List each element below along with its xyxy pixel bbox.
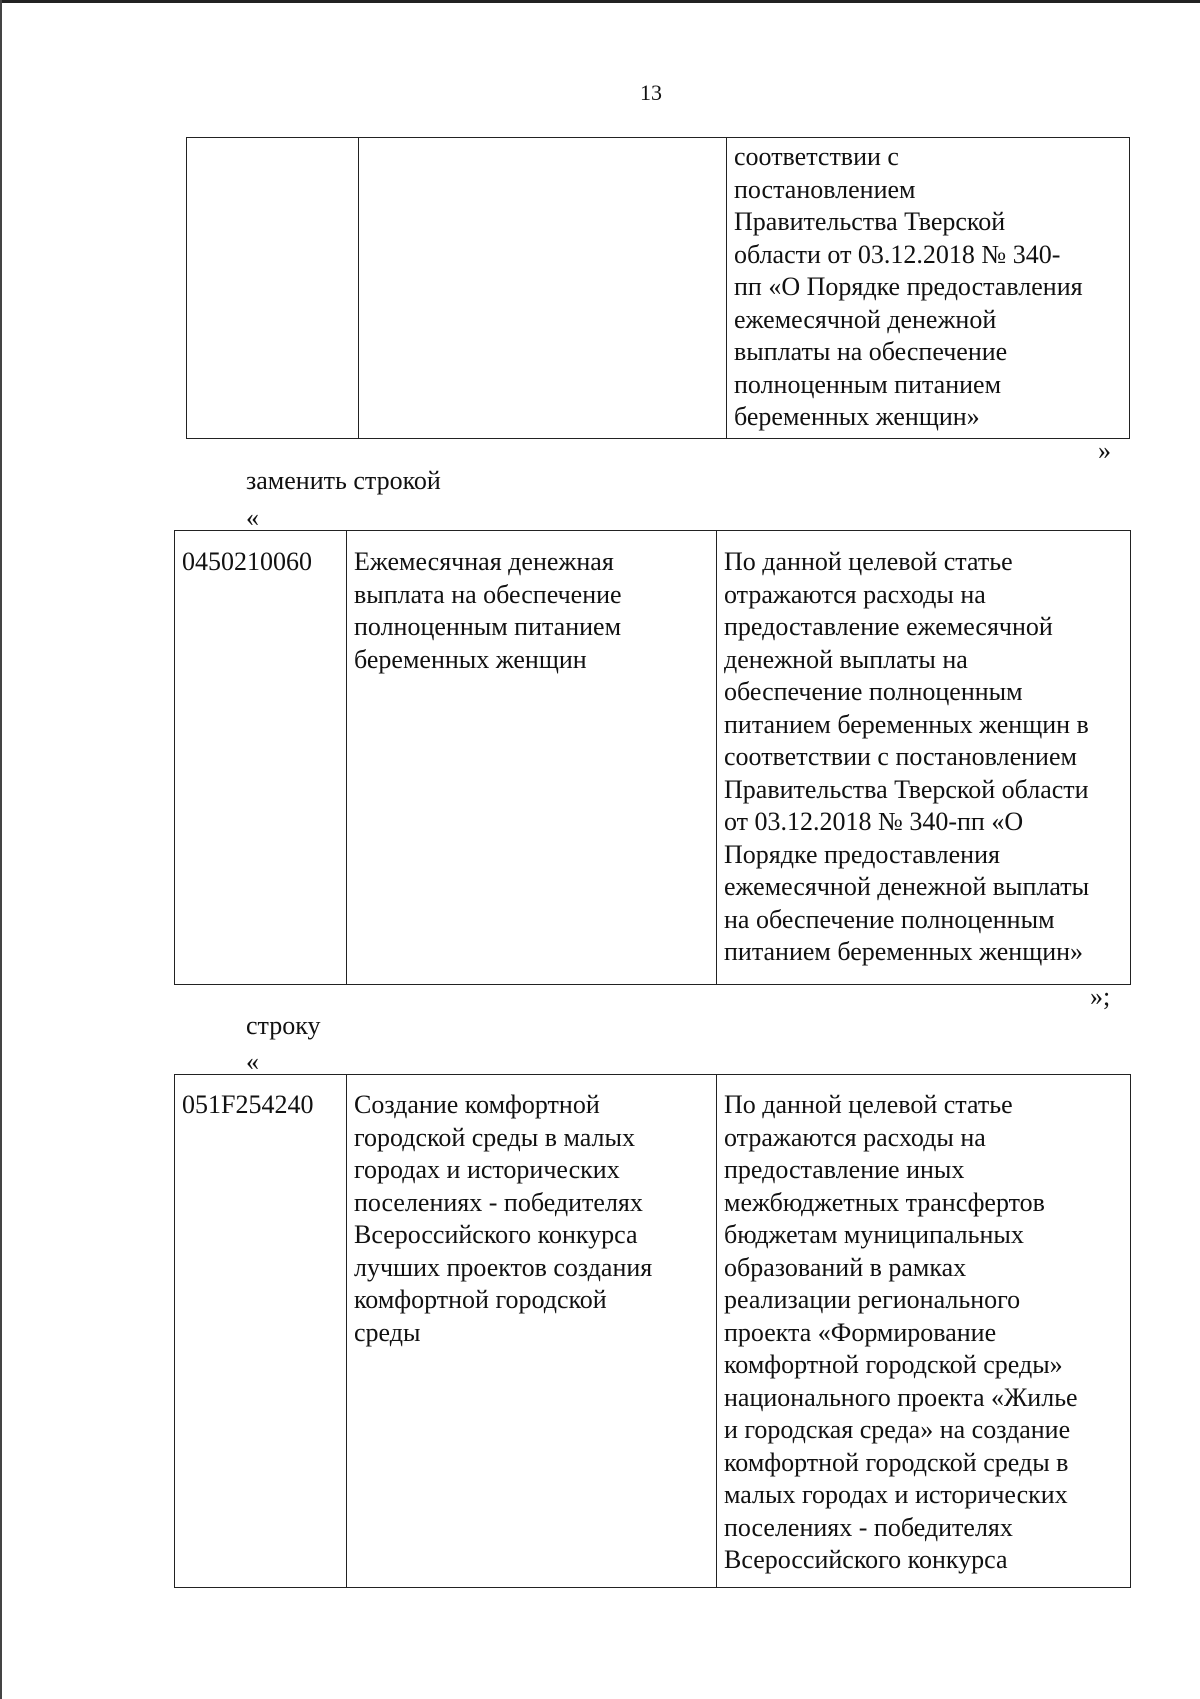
name-cell	[347, 531, 717, 985]
name-line: Ежемесячная денежная	[354, 547, 614, 576]
code-value: 051F254240	[182, 1090, 314, 1119]
name-line: среды	[354, 1317, 421, 1347]
description-line: полноценным питанием	[734, 369, 1002, 399]
name-line: лучших проектов создания	[354, 1252, 653, 1282]
name-line: поселениях - победителях	[354, 1187, 643, 1217]
replacement-table	[174, 530, 1131, 985]
table-row	[175, 1075, 1131, 1588]
replace-instruction: заменить строкой	[246, 466, 441, 495]
name-line: городах и исторических	[354, 1155, 620, 1184]
code-cell	[175, 531, 347, 985]
description-line: реализации регионального	[724, 1285, 1021, 1314]
description-line: По данной целевой статье	[724, 1090, 1013, 1119]
description-line: По данной целевой статье	[724, 547, 1013, 576]
description-line: денежной выплаты на	[724, 644, 968, 674]
description-line: Правительства Тверской области	[724, 774, 1089, 804]
name-cell	[359, 138, 727, 439]
description-line: межбюджетных трансфертов	[724, 1187, 1045, 1217]
row-instruction: строку	[246, 1011, 321, 1040]
name-line: городской среды в малых	[354, 1122, 635, 1152]
table-row	[175, 531, 1131, 985]
description-line: предоставление иных	[724, 1155, 965, 1184]
description-line: поселениях - победителях	[724, 1512, 1013, 1542]
page-number: 13	[640, 80, 662, 105]
table-row	[187, 138, 1130, 439]
description-line: комфортной городской среды в	[724, 1447, 1069, 1477]
opening-quote: «	[246, 503, 259, 532]
name-line: Всероссийского конкурса	[354, 1220, 638, 1249]
description-line: отражаются расходы на	[724, 579, 986, 609]
description-line: национального проекта «Жилье	[724, 1382, 1078, 1412]
closing-quote: »;	[1090, 982, 1111, 1011]
name-line: беременных женщин	[354, 644, 587, 674]
name-line: выплата на обеспечение	[354, 579, 622, 609]
description-line: обеспечение полноценным	[724, 677, 1023, 706]
name-cell	[347, 1075, 717, 1588]
description-cell	[727, 138, 1130, 439]
description-line: пп «О Порядке предоставления	[734, 272, 1083, 301]
description-line: образований в рамках	[724, 1252, 967, 1282]
code-value: 0450210060	[182, 547, 312, 576]
description-line: соответствии с постановлением	[724, 742, 1077, 771]
description-line: выплаты на обеспечение	[734, 337, 1008, 366]
description-line: Правительства Тверской	[734, 207, 1006, 236]
new-row-table	[174, 1074, 1131, 1588]
name-line: комфортной городской	[354, 1285, 607, 1314]
description-line: на обеспечение полноценным	[724, 904, 1055, 934]
description-line: предоставление ежемесячной	[724, 612, 1053, 641]
scan-border-left	[0, 0, 2, 1699]
description-cell	[717, 531, 1131, 985]
description-line: бюджетам муниципальных	[724, 1220, 1024, 1249]
description-line: Всероссийского конкурса	[724, 1545, 1008, 1574]
description-line: отражаются расходы на	[724, 1122, 986, 1152]
description-line: питанием беременных женщин в	[724, 709, 1089, 739]
description-line: от 03.12.2018 № 340-пп «О	[724, 807, 1024, 836]
code-cell	[187, 138, 359, 439]
continuation-table	[186, 137, 1130, 439]
name-line: полноценным питанием	[354, 612, 622, 641]
name-line: Создание комфортной	[354, 1090, 600, 1119]
description-line: соответствии с	[734, 142, 899, 171]
description-line: постановлением	[734, 174, 916, 204]
description-line: и городская среда» на создание	[724, 1415, 1071, 1444]
closing-quote: »	[1098, 436, 1111, 465]
description-line: малых городах и исторических	[724, 1480, 1068, 1509]
opening-quote: «	[246, 1047, 259, 1076]
description-cell	[717, 1075, 1131, 1588]
description-line: ежемесячной денежной	[734, 304, 997, 334]
description-line: проекта «Формирование	[724, 1317, 997, 1347]
code-cell	[175, 1075, 347, 1588]
description-line: области от 03.12.2018 № 340-	[734, 239, 1061, 269]
scan-border-top	[0, 0, 1200, 3]
description-line: питанием беременных женщин»	[724, 937, 1084, 966]
description-line: комфортной городской среды»	[724, 1350, 1063, 1379]
description-line: беременных женщин»	[734, 402, 980, 431]
description-line: Порядке предоставления	[724, 839, 1000, 869]
description-line: ежемесячной денежной выплаты	[724, 872, 1090, 901]
